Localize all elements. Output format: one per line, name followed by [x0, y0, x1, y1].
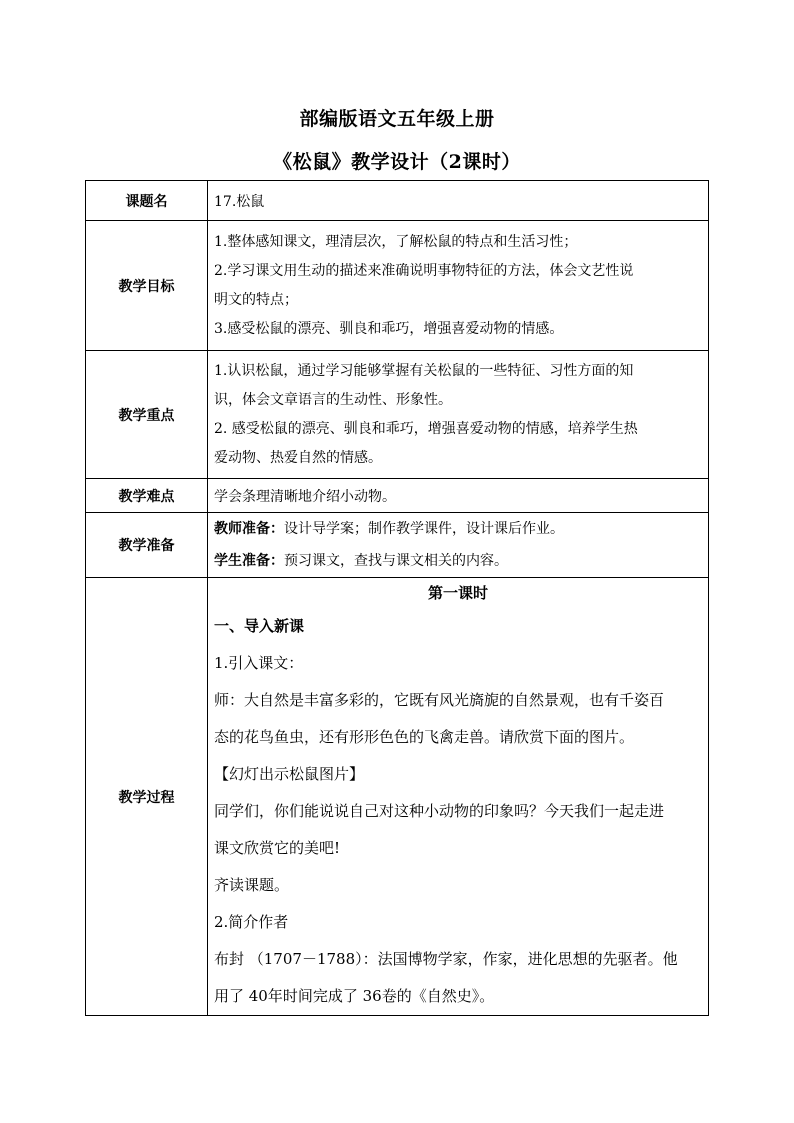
lesson-heading: 第一课时: [427, 584, 488, 602]
process-line: 1.引入课文：: [214, 654, 304, 672]
table-row: [86, 479, 709, 513]
goal-line: 2.学习课文用生动的描述来准确说明事物特征的方法，体会文艺性说: [214, 262, 634, 279]
row-value-difficulty: 学会条理清晰地介绍小动物。: [208, 479, 709, 513]
goal-line: 3.感受松鼠的漂亮、驯良和乖巧，增强喜爱动物的情感。: [214, 320, 564, 337]
key-line: 爱动物、热爱自然的情感。: [214, 449, 382, 466]
process-line: 课文欣赏它的美吧!: [214, 839, 341, 857]
teacher-prep-value: 设计导学案；制作教学课件，设计课后作业。: [284, 521, 564, 537]
key-line: 1.认识松鼠，通过学习能够掌握有关松鼠的一些特征、习性方面的知: [214, 362, 634, 379]
table-row: [86, 181, 709, 221]
process-line: 态的花鸟鱼虫，还有形形色色的飞禽走兽。请欣赏下面的图片。: [214, 728, 635, 746]
goal-line: 1.整体感知课文，理清层次，了解松鼠的特点和生活习性；: [214, 233, 578, 250]
table-row: [86, 351, 709, 479]
section-heading: 一、导入新课: [214, 617, 305, 635]
row-label-key: 教学重点: [86, 351, 208, 479]
row-label-difficulty: 教学难点: [86, 479, 208, 513]
process-line: 【幻灯出示松鼠图片】: [214, 765, 365, 783]
row-value-topic: 17.松鼠: [208, 181, 709, 221]
document-subtitle: 《松鼠》教学设计（2课时）: [273, 151, 521, 173]
row-label-topic: 课题名: [86, 181, 208, 221]
table-row: [86, 221, 709, 351]
table-row: [86, 578, 709, 1016]
process-line: 布封 （1707－1788）：法国博物学家，作家，进化思想的先驱者。他: [214, 950, 678, 968]
row-value-prep: [208, 513, 709, 578]
table-row: [86, 513, 709, 578]
row-value-process: [208, 578, 709, 1016]
process-line: 师：大自然是丰富多彩的，它既有风光旖旎的自然景观，也有千姿百: [214, 691, 665, 709]
row-value-goals: [208, 221, 709, 351]
teacher-prep-label: 教师准备：: [214, 521, 284, 537]
lesson-plan-table: [85, 180, 709, 1016]
key-line: 2. 感受松鼠的漂亮、驯良和乖巧，增强喜爱动物的情感，培养学生热: [214, 420, 638, 437]
row-value-key: [208, 351, 709, 479]
process-line: 2.简介作者: [214, 913, 289, 931]
student-prep-label: 学生准备：: [214, 553, 284, 569]
process-line: 用了 40年时间完成了 36卷的《自然史》。: [214, 987, 495, 1005]
row-label-prep: 教学准备: [86, 513, 208, 578]
row-label-goals: 教学目标: [86, 221, 208, 351]
student-prep-line: [214, 545, 702, 577]
teacher-prep-line: [214, 513, 702, 545]
document-title: 部编版语文五年级上册: [299, 108, 495, 130]
row-label-process: 教学过程: [86, 578, 208, 1016]
goal-line: 明文的特点；: [214, 291, 298, 308]
process-line: 同学们，你们能说说自己对这种小动物的印象吗？今天我们一起走进: [214, 802, 665, 820]
key-line: 识，体会文章语言的生动性、形象性。: [214, 391, 452, 408]
student-prep-value: 预习课文，查找与课文相关的内容。: [284, 553, 508, 569]
process-line: 齐读课题。: [214, 876, 290, 894]
